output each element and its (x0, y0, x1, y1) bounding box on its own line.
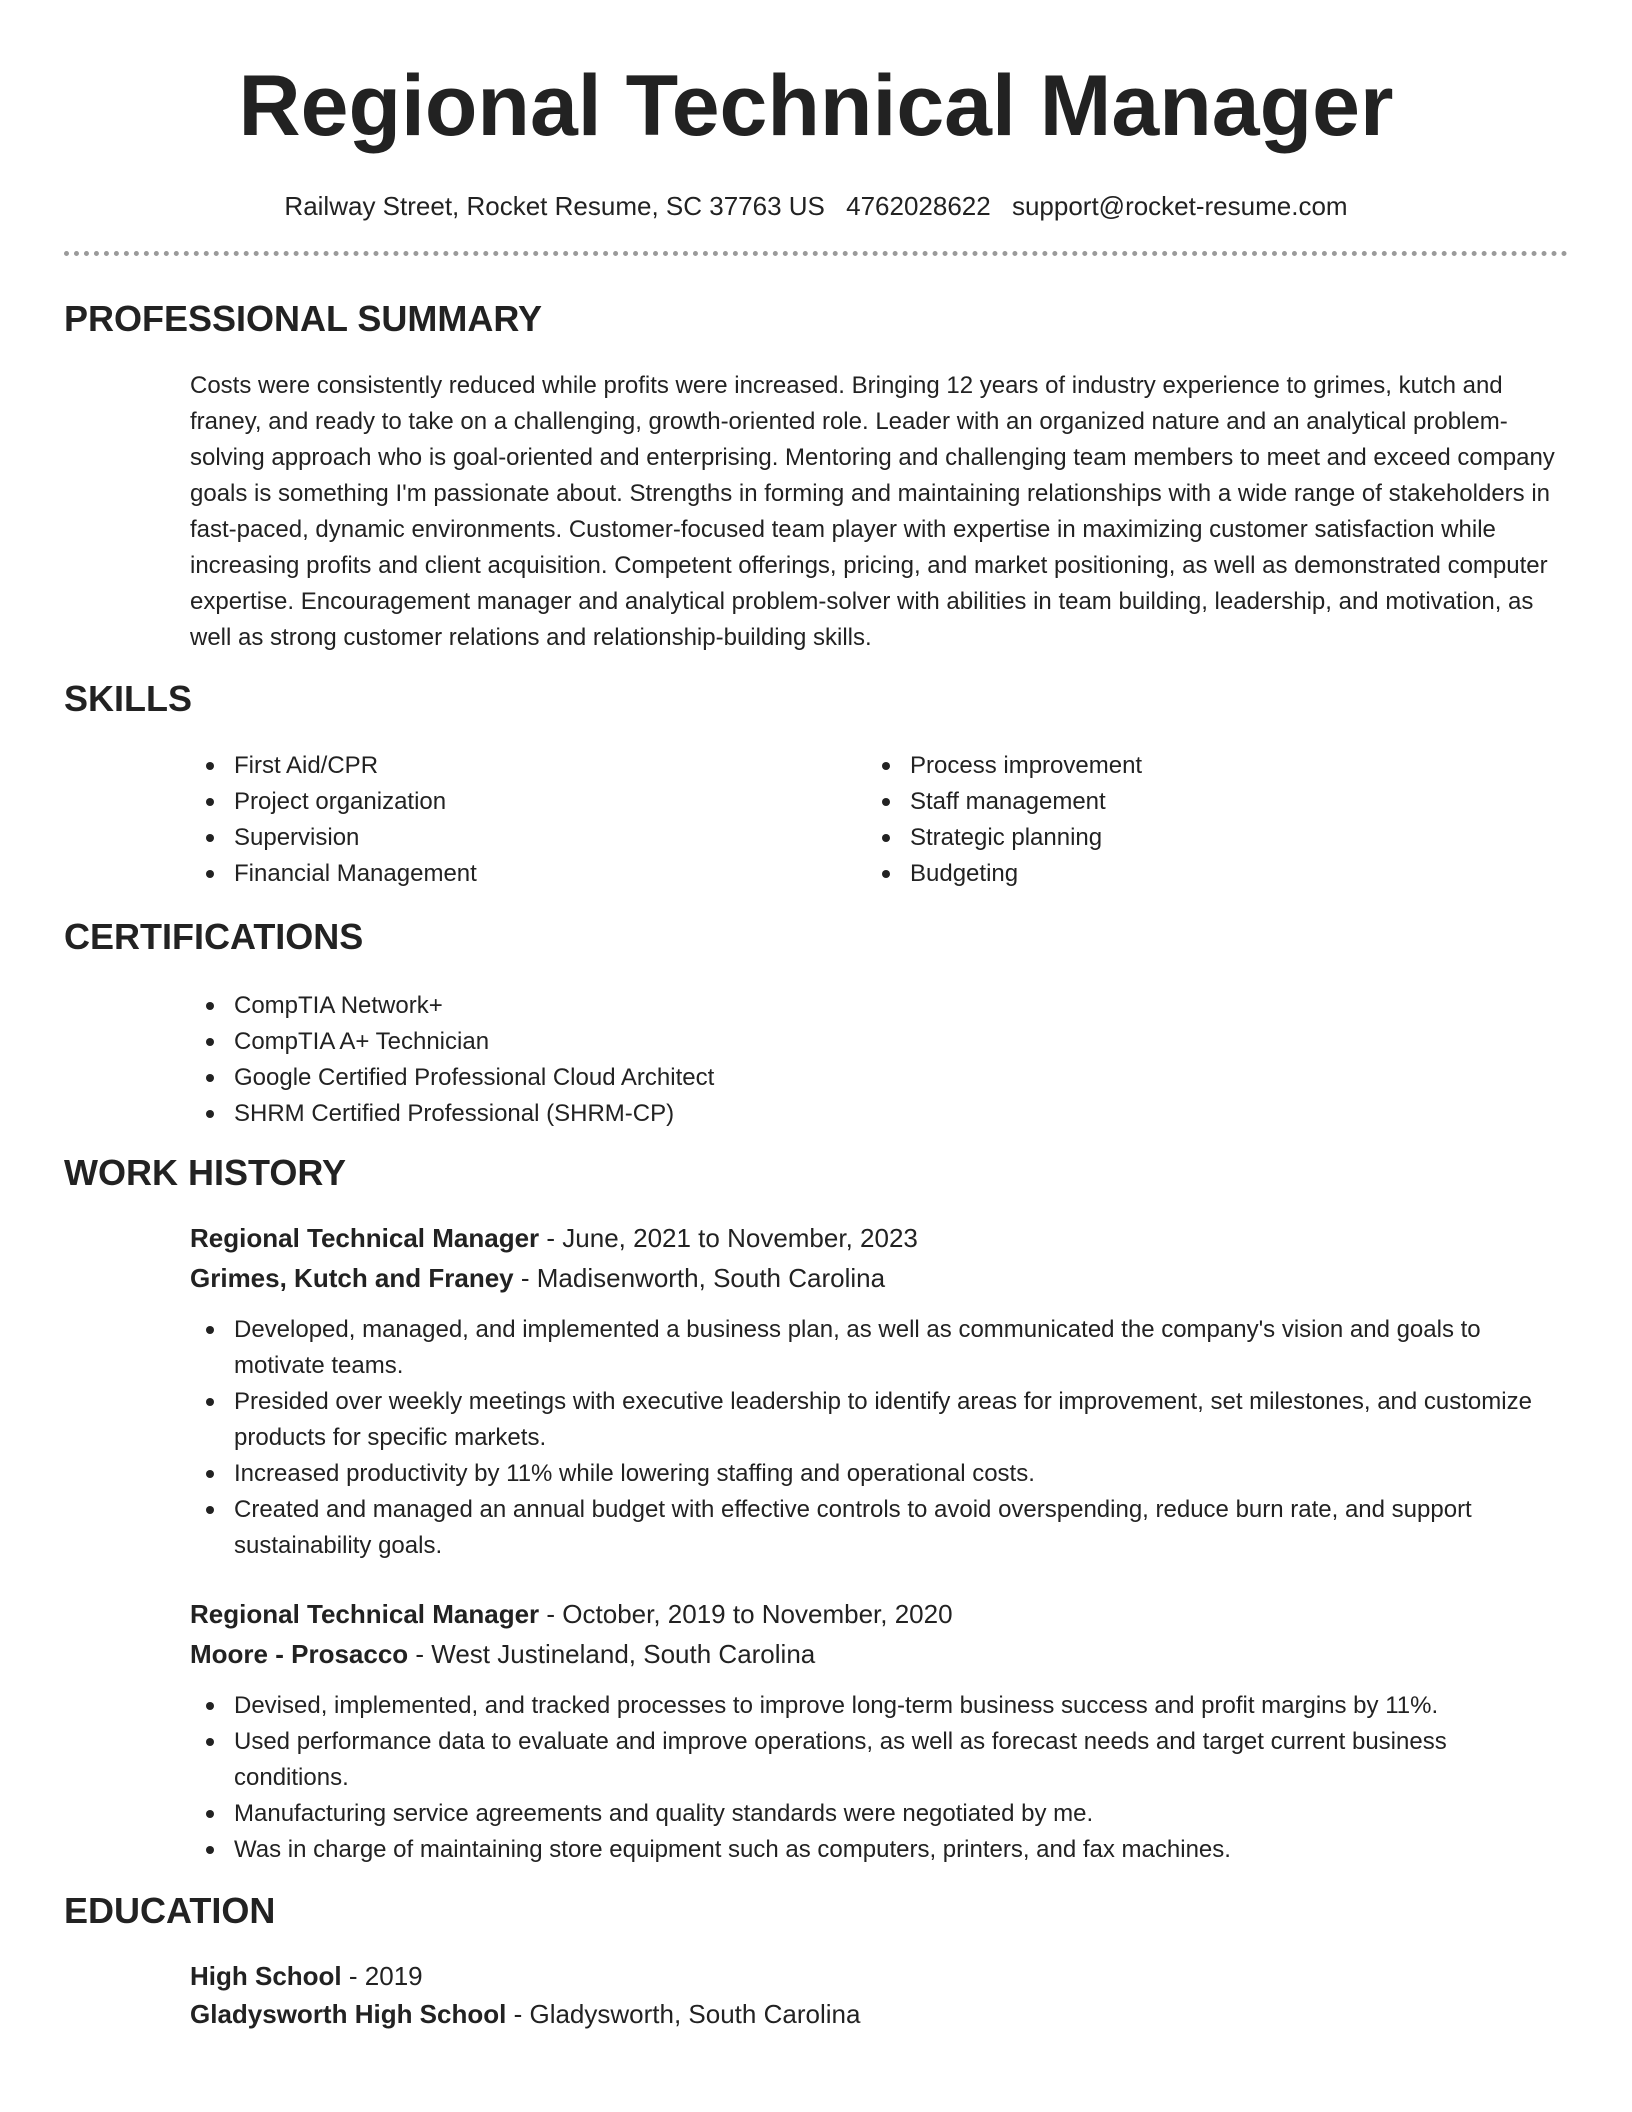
job-duty: Was in charge of maintaining store equipment such as computers, printers, and fax machines. (190, 1832, 1550, 1868)
skill-item: Strategic planning (866, 820, 1142, 856)
job-duty: Devised, implemented, and tracked processes to improve long-term business success and profit margins by 11%. (190, 1688, 1550, 1724)
job-company: Moore - Prosacco (190, 1639, 409, 1669)
contact-email: support@rocket-resume.com (1011, 191, 1348, 221)
header-divider (64, 251, 1568, 256)
certifications-section-title: CERTIFICATIONS (64, 916, 364, 957)
job-duty: Increased productivity by 11% while lowering staffing and operational costs. (190, 1456, 1550, 1492)
job-duty: Used performance data to evaluate and improve operations, as well as forecast needs and target current business conditions. (190, 1724, 1550, 1796)
work-history-section-title: WORK HISTORY (64, 1152, 347, 1193)
job-location: Madisenworth, South Carolina (536, 1263, 886, 1293)
summary-section-title: PROFESSIONAL SUMMARY (64, 298, 543, 339)
job-title-line: Regional Technical Manager - October, 2019 to November, 2020 (190, 1599, 953, 1629)
job-title: Regional Technical Manager (190, 1223, 540, 1253)
job-company: Grimes, Kutch and Franey (190, 1263, 514, 1293)
job-duty: Manufacturing service agreements and quality standards were negotiated by me. (190, 1796, 1550, 1832)
education-degree-line: High School - 2019 (190, 1961, 423, 1991)
contact-phone: 4762028622 (846, 191, 991, 221)
skill-item: Financial Management (190, 856, 477, 892)
skill-item: Project organization (190, 784, 477, 820)
education-year: 2019 (364, 1961, 423, 1991)
job-duties-list (190, 1688, 1550, 1868)
certification-item: SHRM Certified Professional (SHRM-CP) (190, 1096, 714, 1132)
education-location: Gladysworth, South Carolina (529, 1999, 861, 2029)
certifications-list (190, 988, 714, 1132)
job-dates: October, 2019 to November, 2020 (562, 1599, 953, 1629)
skill-item: Supervision (190, 820, 477, 856)
skills-list-left (190, 748, 477, 892)
job-duty: Developed, managed, and implemented a business plan, as well as communicated the company's vision and goals to motivate teams. (190, 1312, 1550, 1384)
certification-item: CompTIA A+ Technician (190, 1024, 714, 1060)
job-duty: Presided over weekly meetings with executive leadership to identify areas for improvement, set milestones, and customize products for specific markets. (190, 1384, 1550, 1456)
summary-text: Costs were consistently reduced while profits were increased. Bringing 12 years of industry experience to grimes, kutch and franey, and ready to take on a challenging, growth-oriented role. Leader with an organized nature and an analytical problem-solving approach who is goal-oriented and enterprising. Mentoring and challenging team members to meet and exceed company goals is something I'm passionate about. Strengths in forming and maintaining relationships with a wide range of stakeholders in fast-paced, dynamic environments. Customer-focused team player with expertise in maximizing customer satisfaction while increasing profits and client acquisition. Competent offerings, pricing, and market positioning, as well as demonstrated computer expertise. Encouragement manager and analytical problem-solver with abilities in team building, leadership, and motivation, as well as strong customer relations and relationship-building skills. (190, 372, 1555, 651)
job-company-line: Moore - Prosacco - West Justineland, South Carolina (190, 1639, 816, 1669)
contact-address: Railway Street, Rocket Resume, SC 37763 US (284, 191, 825, 221)
skill-item: First Aid/CPR (190, 748, 477, 784)
certification-item: CompTIA Network+ (190, 988, 714, 1024)
skill-item: Process improvement (866, 748, 1142, 784)
job-company-line: Grimes, Kutch and Franey - Madisenworth, South Carolina (190, 1263, 886, 1293)
education-section-title: EDUCATION (64, 1890, 276, 1931)
skills-section-title: SKILLS (64, 678, 193, 719)
skill-item: Budgeting (866, 856, 1142, 892)
resume-header (64, 56, 1568, 222)
job-dates: June, 2021 to November, 2023 (562, 1223, 918, 1253)
job-location: West Justineland, South Carolina (431, 1639, 816, 1669)
education-school: Gladysworth High School (190, 1999, 507, 2029)
skill-item: Staff management (866, 784, 1142, 820)
certification-item: Google Certified Professional Cloud Architect (190, 1060, 714, 1096)
contact-line (64, 190, 1568, 222)
job-duty: Created and managed an annual budget with effective controls to avoid overspending, reduce burn rate, and support sustainability goals. (190, 1492, 1550, 1564)
education-school-line: Gladysworth High School - Gladysworth, South Carolina (190, 1999, 861, 2029)
education-degree: High School (190, 1961, 342, 1991)
skills-list-right (866, 748, 1142, 892)
candidate-name: Regional Technical Manager (238, 58, 1394, 154)
job-duties-list (190, 1312, 1550, 1564)
job-title: Regional Technical Manager (190, 1599, 540, 1629)
job-title-line: Regional Technical Manager - June, 2021 to November, 2023 (190, 1223, 918, 1253)
